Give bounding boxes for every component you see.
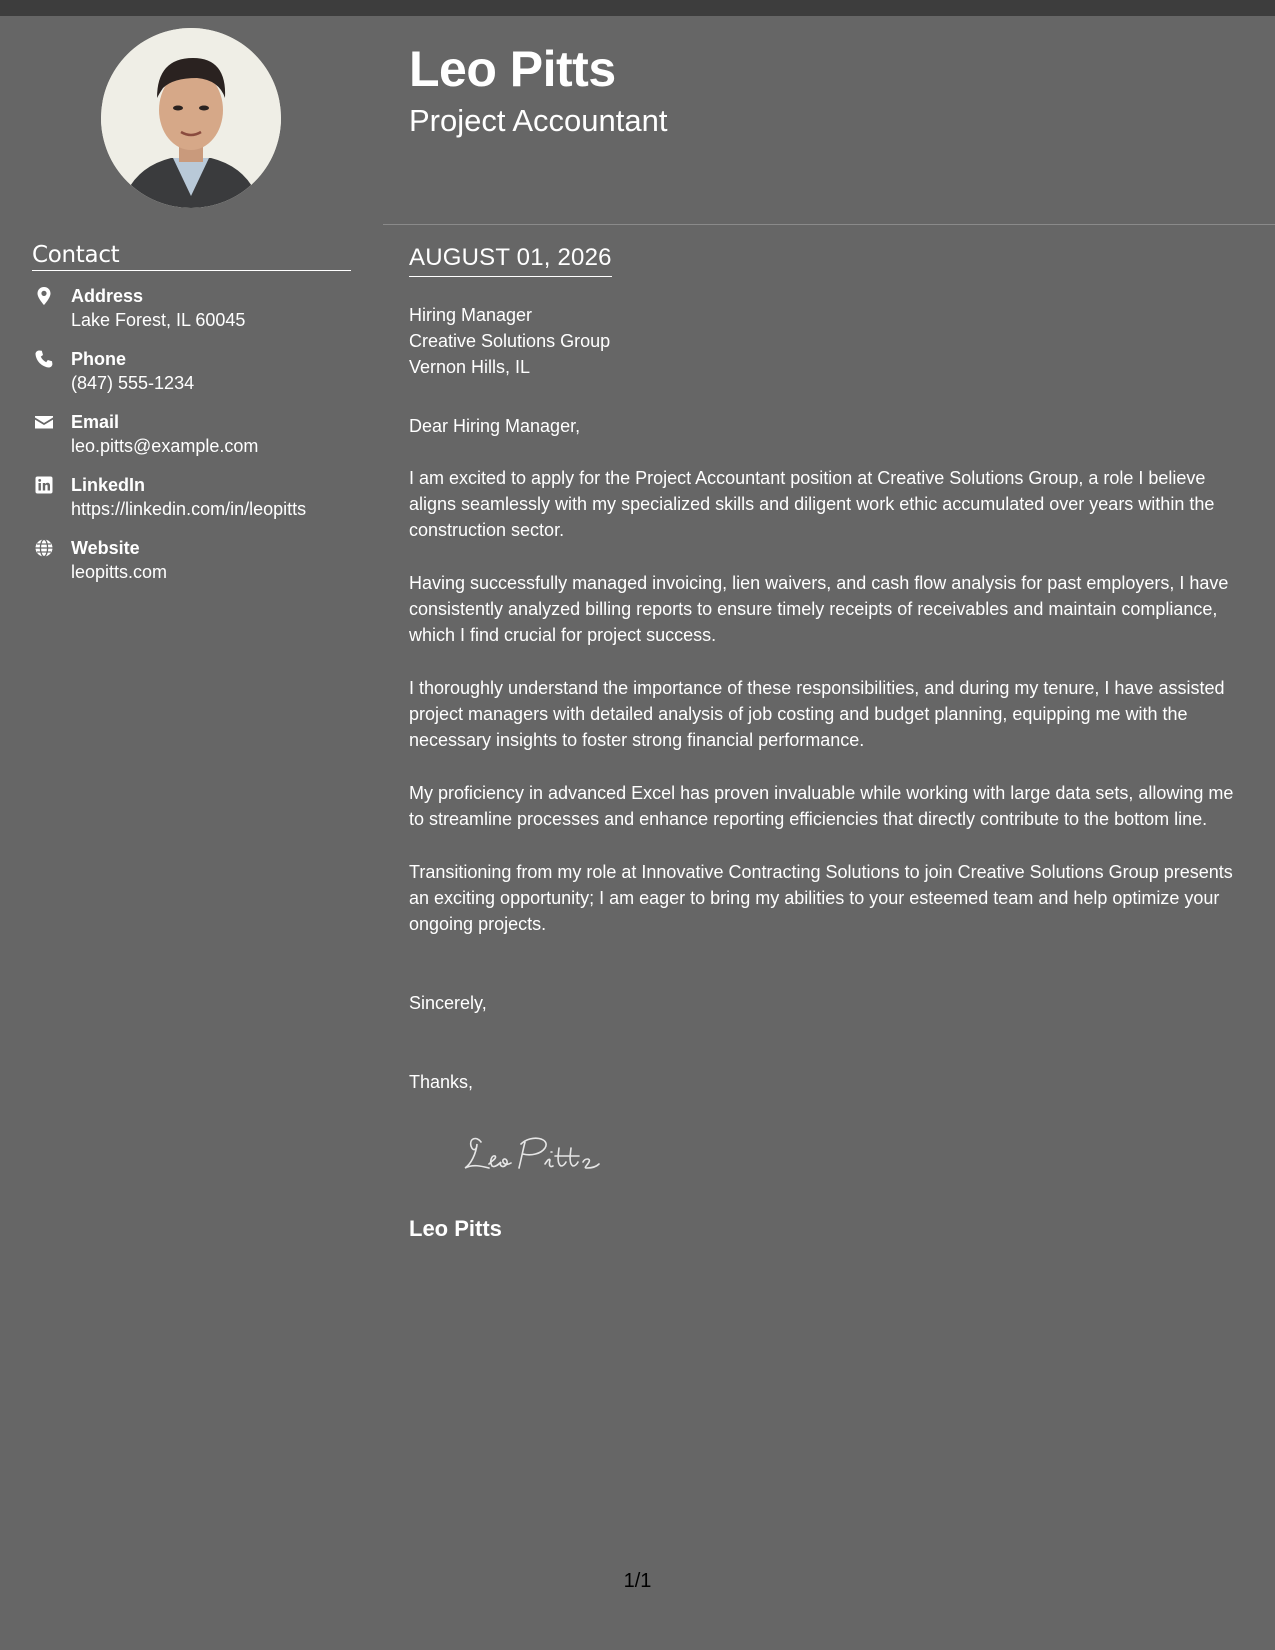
globe-icon bbox=[34, 538, 54, 558]
contact-label: Website bbox=[71, 538, 140, 558]
recipient-line: Vernon Hills, IL bbox=[409, 357, 531, 377]
contact-heading: Contact bbox=[32, 242, 351, 271]
top-bar bbox=[0, 0, 1275, 16]
contact-value: https://linkedin.com/in/leopitts bbox=[71, 499, 307, 519]
contact-value: leo.pitts@example.com bbox=[71, 436, 259, 456]
signed-name: Leo Pitts bbox=[409, 1216, 502, 1241]
letter-date: AUGUST 01, 2026 bbox=[409, 244, 612, 277]
cover-letter-page bbox=[0, 16, 1275, 1650]
phone-icon bbox=[34, 349, 54, 369]
contact-label: Address bbox=[71, 286, 144, 306]
recipient-line: Creative Solutions Group bbox=[409, 331, 611, 351]
recipient-line: Hiring Manager bbox=[409, 305, 533, 325]
page-number: 1/1 bbox=[623, 1570, 652, 1592]
body-paragraph: My proficiency in advanced Excel has proven invaluable while working with large data sets, allowing me to streamline processes and enhance reporting efficiencies that directly contribute to the bottom line. bbox=[409, 783, 1234, 829]
contact-address bbox=[32, 284, 362, 347]
closing-thanks: Thanks, bbox=[409, 1072, 474, 1092]
profile-photo bbox=[101, 28, 281, 208]
contact-label: LinkedIn bbox=[71, 475, 146, 495]
contact-value: leopitts.com bbox=[71, 562, 168, 582]
body-paragraph: Having successfully managed invoicing, lien waivers, and cash flow analysis for past employers, I have consistently analyzed billing reports to ensure timely receipts of receivables and maintain compliance, which I find crucial for project success. bbox=[409, 573, 1229, 645]
letter-body bbox=[409, 465, 1247, 964]
letter-main bbox=[383, 16, 1275, 1650]
envelope-icon bbox=[34, 412, 54, 432]
contact-linkedin bbox=[32, 473, 362, 536]
header-divider bbox=[383, 224, 1275, 225]
body-paragraph: Transitioning from my role at Innovative Contracting Solutions to join Creative Solutions Group presents an exciting opportunity; I am eager to bring my abilities to your esteemed team and help optimize your ongoing projects. bbox=[409, 862, 1233, 934]
contact-label: Phone bbox=[71, 349, 127, 369]
handwritten-signature bbox=[459, 1128, 629, 1178]
recipient-block bbox=[409, 302, 1247, 380]
sidebar bbox=[0, 16, 383, 1650]
linkedin-icon bbox=[34, 475, 54, 495]
salutation: Dear Hiring Manager, bbox=[409, 416, 581, 436]
applicant-name: Leo Pitts bbox=[409, 41, 616, 97]
contact-value: (847) 555-1234 bbox=[71, 373, 195, 393]
body-paragraph: I am excited to apply for the Project Accountant position at Creative Solutions Group, a role I believe aligns seamlessly with my specialized skills and diligent work ethic accumulated over years within the construction sector. bbox=[409, 468, 1215, 540]
contact-label: Email bbox=[71, 412, 120, 432]
map-pin-icon bbox=[34, 286, 54, 306]
contact-email bbox=[32, 410, 362, 473]
contact-list bbox=[32, 284, 362, 599]
contact-value: Lake Forest, IL 60045 bbox=[71, 310, 246, 330]
contact-phone bbox=[32, 347, 362, 410]
body-paragraph: I thoroughly understand the importance of these responsibilities, and during my tenure, I have assisted project managers with detailed analysis of job costing and budget planning, equipping me with the necessary insights to foster strong financial performance. bbox=[409, 678, 1225, 750]
closing-sincerely: Sincerely, bbox=[409, 993, 487, 1013]
job-title: Project Accountant bbox=[409, 103, 668, 138]
contact-website bbox=[32, 536, 362, 599]
